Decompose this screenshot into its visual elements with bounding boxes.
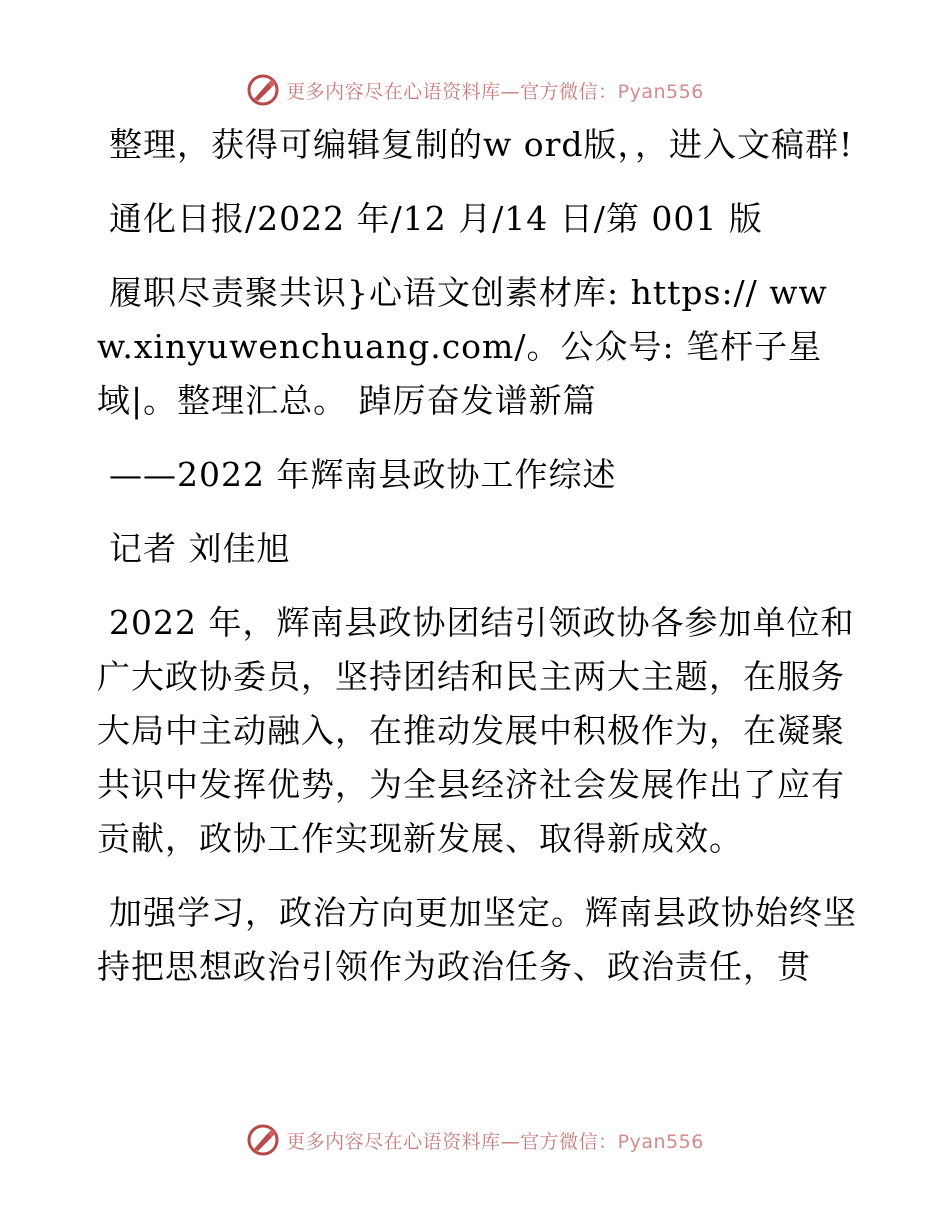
source-line: 通化日报/2022 年/12 月/14 日/第 001 版	[109, 199, 763, 238]
pen-circle-logo-icon	[246, 1123, 280, 1157]
article-subtitle: ——2022 年辉南县政协工作综述	[109, 455, 617, 494]
document-body	[97, 118, 857, 1014]
paragraph: 整理，获得可编辑复制的w ord版，，进入文稿群!	[109, 125, 854, 164]
article-title: 履职尽责聚共识}心语文创素材库: https:// www.xinyuwenchuang.com/。公众号: 笔杆子星域|。整理汇总。 踔厉奋发谱新篇	[97, 273, 828, 420]
paragraph: 加强学习，政治方向更加坚定。辉南县政协始终坚持把思想政治引领作为政治任务、政治责任，贯	[97, 893, 857, 986]
watermark-text: 更多内容尽在心语资料库—官方微信：Pyan556	[286, 1130, 704, 1153]
pen-circle-logo-icon	[246, 73, 280, 107]
header-watermark	[0, 70, 950, 110]
byline: 记者 刘佳旭	[109, 529, 291, 568]
watermark-text: 更多内容尽在心语资料库—官方微信：Pyan556	[286, 80, 704, 103]
footer-watermark	[0, 1120, 950, 1160]
paragraph: 2022 年，辉南县政协团结引领政协各参加单位和广大政协委员，坚持团结和民主两大主题，在服务大局中主动融入，在推动发展中积极作为，在凝聚共识中发挥优势，为全县经济社会发展作出了应有贡献，政协工作实现新发展、取得新成效。	[97, 603, 855, 858]
